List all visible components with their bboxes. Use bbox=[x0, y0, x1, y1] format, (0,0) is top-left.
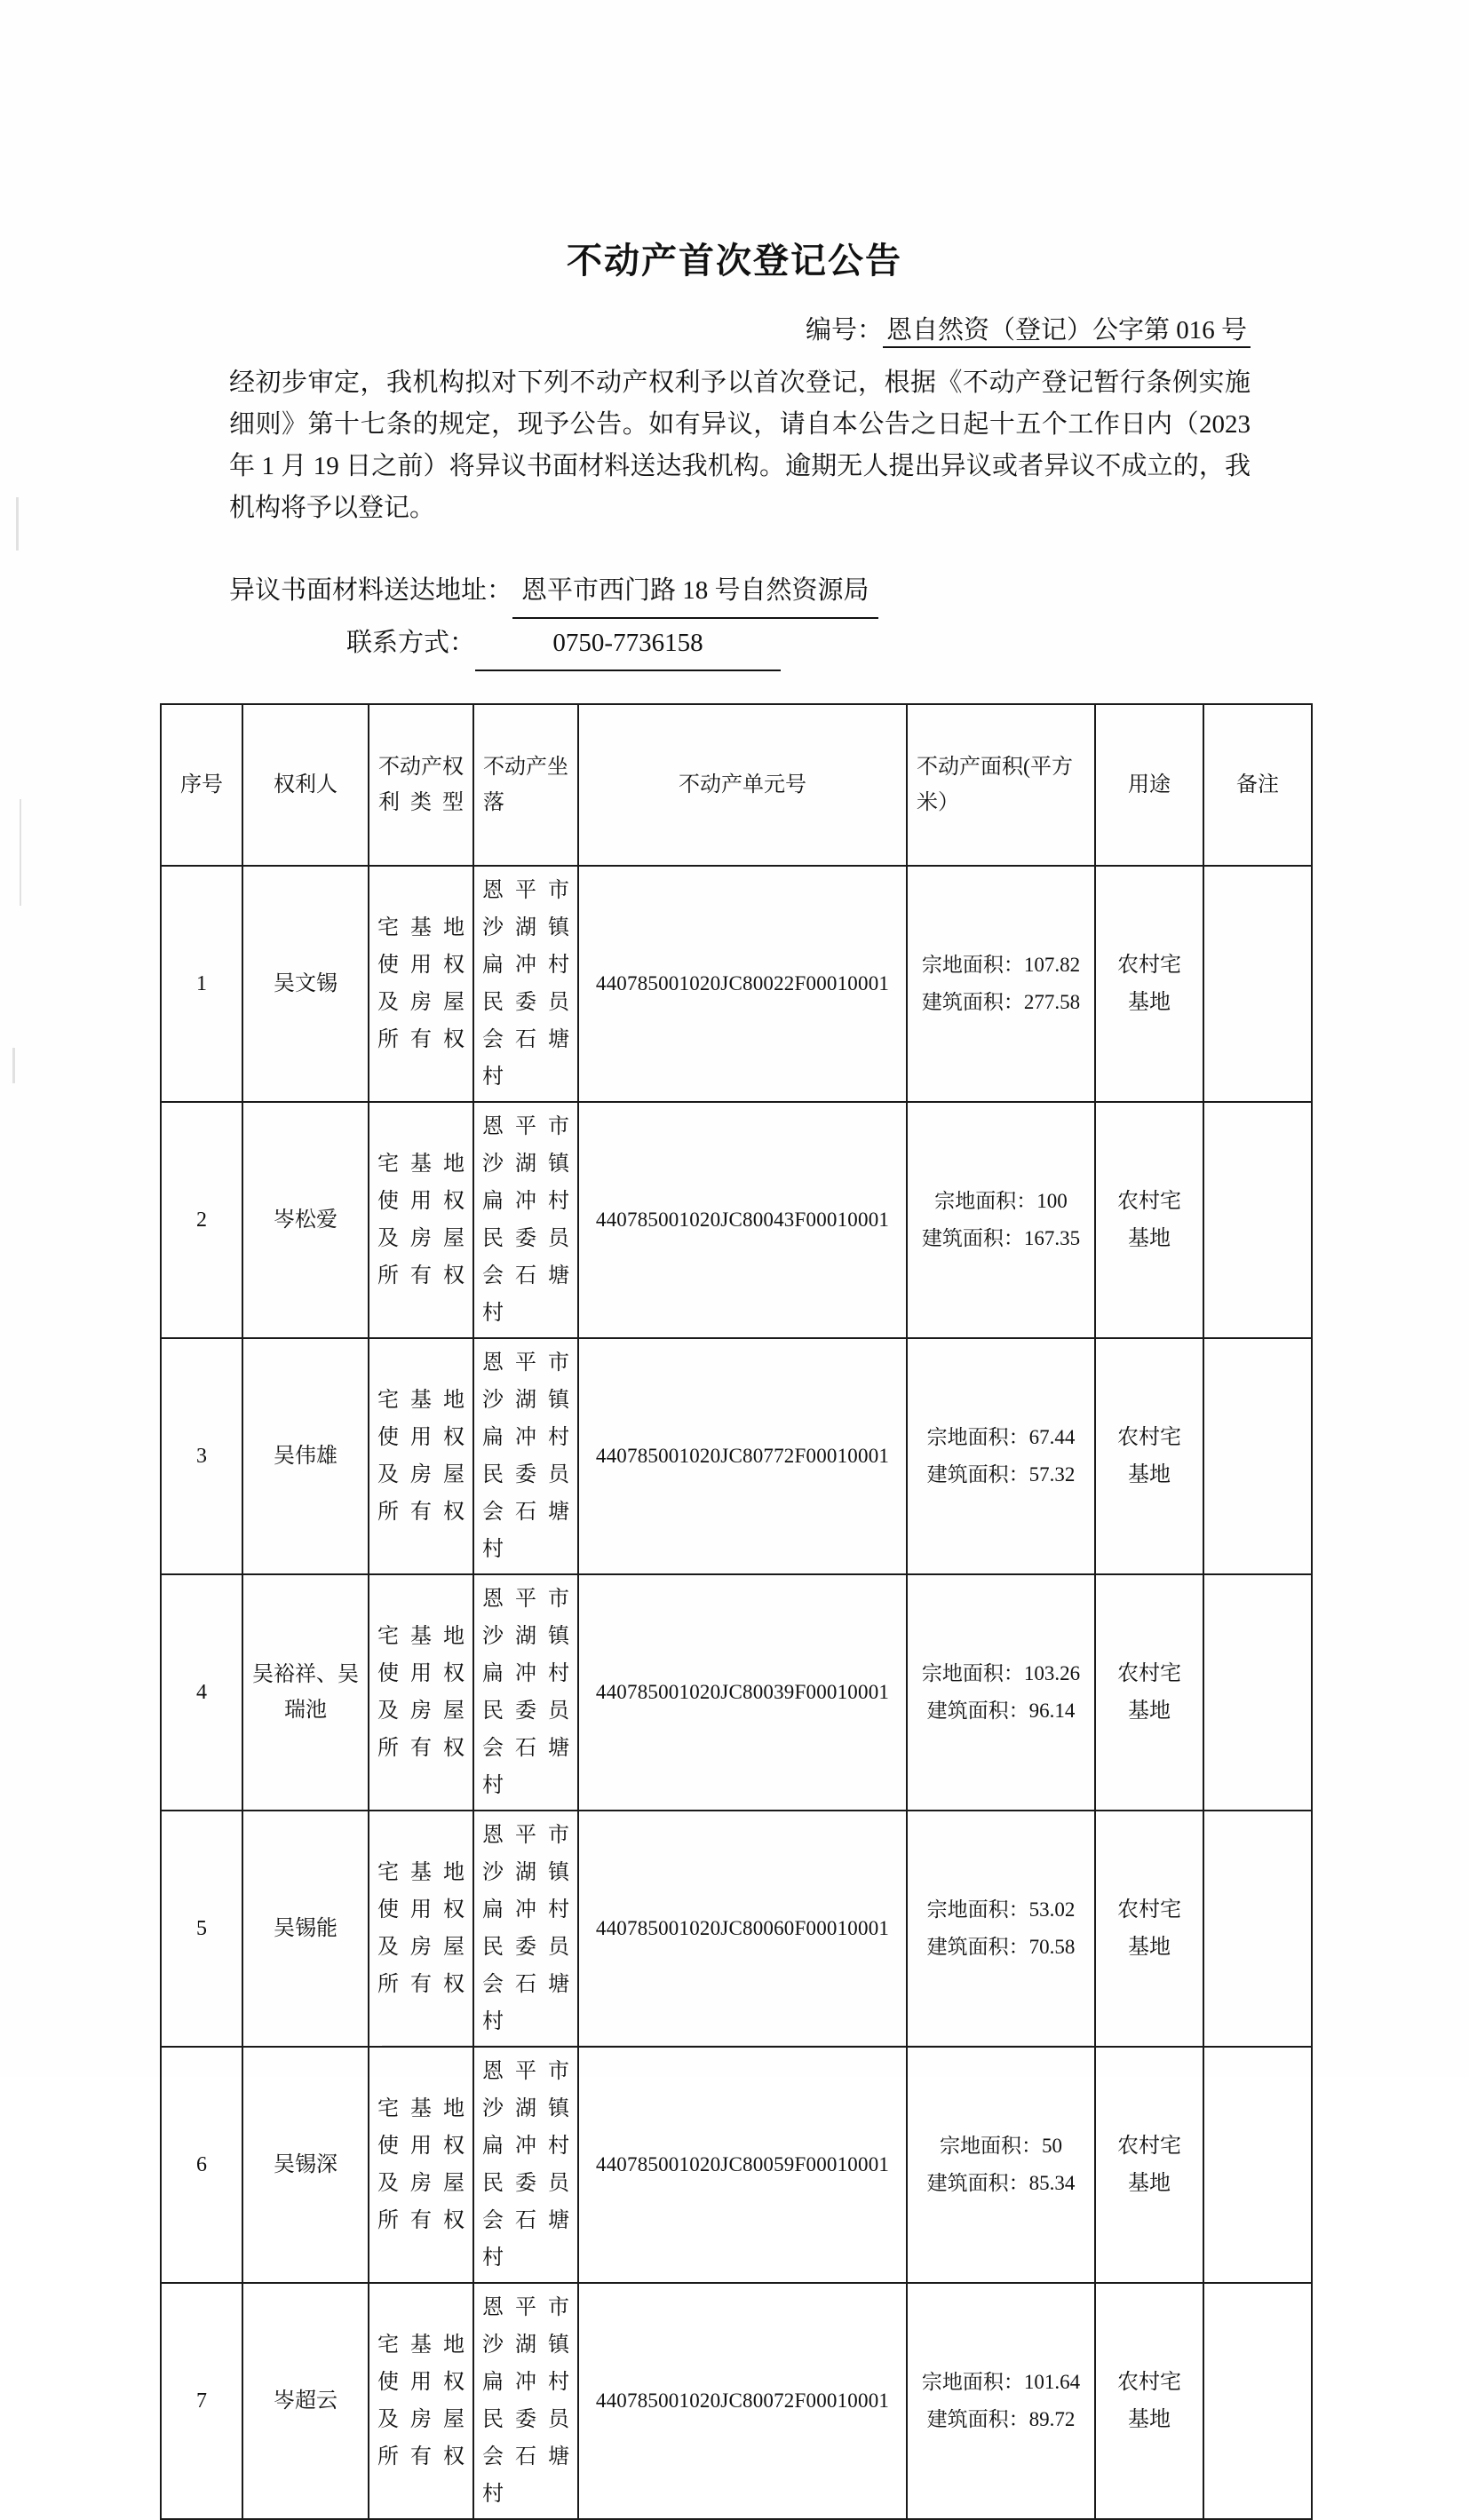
cell-right-type-line: 所有权 bbox=[377, 1737, 465, 1760]
cell-owner: 岑松爱 bbox=[242, 1102, 369, 1338]
cell-location bbox=[473, 2283, 578, 2519]
cell-right-type bbox=[369, 1338, 473, 1574]
cell-serial-number: 4 bbox=[161, 1574, 242, 1811]
cell-location-line: 民委员 bbox=[482, 1227, 569, 1250]
phone-label: 联系方式： bbox=[346, 629, 476, 657]
cell-right-type-line: 使用权 bbox=[377, 954, 465, 977]
column-header-remark: 备注 bbox=[1203, 704, 1312, 866]
cell-remark bbox=[1203, 1811, 1312, 2047]
cell-location-line: 扁冲村 bbox=[482, 954, 569, 977]
cell-right-type-line: 所有权 bbox=[377, 1501, 465, 1524]
cell-location-line: 扁冲村 bbox=[482, 1426, 569, 1449]
cell-use-line: 农村宅 bbox=[1117, 2135, 1181, 2158]
cell-building-area: 建筑面积：167.35 bbox=[921, 1227, 1081, 1249]
cell-use bbox=[1095, 1811, 1203, 2047]
cell-owner: 吴裕祥、吴瑞池 bbox=[242, 1574, 369, 1811]
cell-location-line: 会石塘 bbox=[482, 1264, 569, 1288]
table-row bbox=[161, 2283, 1312, 2519]
cell-use-line: 基地 bbox=[1128, 1463, 1171, 1486]
cell-serial-number: 6 bbox=[161, 2047, 242, 2283]
cell-unit-number: 440785001020JC80072F00010001 bbox=[578, 2283, 907, 2519]
cell-location-line: 恩平市 bbox=[482, 2060, 569, 2083]
registration-table-wrapper bbox=[0, 703, 1469, 2520]
cell-right-type-line: 及房屋 bbox=[377, 1700, 465, 1723]
cell-location bbox=[473, 1338, 578, 1574]
cell-right-type-line: 使用权 bbox=[377, 2371, 465, 2394]
cell-unit-number: 440785001020JC80059F00010001 bbox=[578, 2047, 907, 2283]
cell-location-line: 会石塘 bbox=[482, 2209, 569, 2232]
cell-location-line: 恩平市 bbox=[482, 2296, 569, 2319]
cell-land-area: 宗地面积：101.64 bbox=[921, 2371, 1081, 2393]
cell-area bbox=[907, 2283, 1095, 2519]
cell-right-type-line: 及房屋 bbox=[377, 2172, 465, 2195]
cell-location bbox=[473, 1811, 578, 2047]
cell-location-line: 扁冲村 bbox=[482, 1898, 569, 1922]
cell-remark bbox=[1203, 866, 1312, 1102]
cell-right-type-line: 宅基地 bbox=[377, 2334, 465, 2357]
cell-right-type-line: 使用权 bbox=[377, 1662, 465, 1685]
cell-land-area: 宗地面积：103.26 bbox=[921, 1662, 1081, 1684]
table-header-row bbox=[161, 704, 1312, 866]
cell-use-line: 基地 bbox=[1128, 1227, 1171, 1250]
phone-row bbox=[229, 619, 1469, 671]
cell-right-type-line: 所有权 bbox=[377, 2445, 465, 2468]
address-value: 恩平市西门路 18 号自然资源局 bbox=[512, 567, 878, 619]
cell-use-line: 基地 bbox=[1128, 1700, 1171, 1723]
cell-location-line: 沙湖镇 bbox=[482, 1625, 569, 1648]
column-header-use: 用途 bbox=[1095, 704, 1203, 866]
cell-right-type-line: 所有权 bbox=[377, 1264, 465, 1288]
cell-right-type-line: 所有权 bbox=[377, 1973, 465, 1996]
cell-location-line: 会石塘 bbox=[482, 1028, 569, 1051]
cell-use bbox=[1095, 1102, 1203, 1338]
cell-location bbox=[473, 1574, 578, 1811]
cell-right-type-line: 宅基地 bbox=[377, 2097, 465, 2120]
cell-unit-number: 440785001020JC80022F00010001 bbox=[578, 866, 907, 1102]
table-row bbox=[161, 1102, 1312, 1338]
cell-right-type bbox=[369, 1102, 473, 1338]
cell-land-area: 宗地面积：67.44 bbox=[926, 1426, 1076, 1448]
cell-building-area: 建筑面积：85.34 bbox=[926, 2172, 1076, 2194]
cell-use-line: 农村宅 bbox=[1117, 2371, 1181, 2394]
table-row bbox=[161, 1338, 1312, 1574]
cell-location bbox=[473, 866, 578, 1102]
cell-owner: 岑超云 bbox=[242, 2283, 369, 2519]
cell-right-type-line: 所有权 bbox=[377, 2209, 465, 2232]
cell-right-type bbox=[369, 866, 473, 1102]
cell-remark bbox=[1203, 1102, 1312, 1338]
cell-location-line: 扁冲村 bbox=[482, 2135, 569, 2158]
cell-location-line: 民委员 bbox=[482, 991, 569, 1014]
cell-remark bbox=[1203, 1574, 1312, 1811]
cell-location-line: 恩平市 bbox=[482, 879, 569, 902]
cell-area bbox=[907, 1811, 1095, 2047]
cell-location-line: 村 bbox=[482, 2483, 504, 2506]
phone-value: 0750-7736158 bbox=[475, 619, 781, 671]
cell-right-type-line: 宅基地 bbox=[377, 1153, 465, 1176]
cell-building-area: 建筑面积：96.14 bbox=[926, 1700, 1076, 1722]
cell-location-line: 会石塘 bbox=[482, 1737, 569, 1760]
cell-right-type-line: 使用权 bbox=[377, 2135, 465, 2158]
cell-location-line: 村 bbox=[482, 1774, 504, 1797]
cell-building-area: 建筑面积：89.72 bbox=[926, 2408, 1076, 2430]
cell-serial-number: 7 bbox=[161, 2283, 242, 2519]
cell-use bbox=[1095, 2283, 1203, 2519]
table-row bbox=[161, 2047, 1312, 2283]
address-label: 异议书面材料送达地址： bbox=[229, 576, 513, 605]
column-header-right-type: 不动产权利类型 bbox=[369, 704, 473, 866]
cell-land-area: 宗地面积：53.02 bbox=[926, 1898, 1076, 1921]
cell-use-line: 农村宅 bbox=[1117, 1426, 1181, 1449]
cell-right-type-line: 宅基地 bbox=[377, 1389, 465, 1412]
cell-use-line: 农村宅 bbox=[1117, 1190, 1181, 1213]
column-header-location: 不动产坐落 bbox=[473, 704, 578, 866]
cell-right-type-line: 宅基地 bbox=[377, 1861, 465, 1884]
cell-location-line: 会石塘 bbox=[482, 2445, 569, 2468]
cell-remark bbox=[1203, 2283, 1312, 2519]
cell-area bbox=[907, 2047, 1095, 2283]
cell-right-type-line: 及房屋 bbox=[377, 2408, 465, 2431]
serial-label: 编号： bbox=[805, 316, 883, 345]
cell-use-line: 基地 bbox=[1128, 991, 1171, 1014]
cell-location-line: 沙湖镇 bbox=[482, 1861, 569, 1884]
column-header-unit-no: 不动产单元号 bbox=[578, 704, 907, 866]
cell-location-line: 扁冲村 bbox=[482, 1662, 569, 1685]
cell-use bbox=[1095, 1338, 1203, 1574]
cell-serial-number: 2 bbox=[161, 1102, 242, 1338]
cell-location-line: 沙湖镇 bbox=[482, 916, 569, 939]
cell-right-type bbox=[369, 2047, 473, 2283]
column-header-no: 序号 bbox=[161, 704, 242, 866]
cell-unit-number: 440785001020JC80060F00010001 bbox=[578, 1811, 907, 2047]
announcement-paragraph: 经初步审定，我机构拟对下列不动产权利予以首次登记，根据《不动产登记暂行条例实施细则》第十七条的规定，现予公告。如有异议，请自本公告之日起十五个工作日内（2023 年 1 月 19 日之前）将异议书面材料送达我机构。逾期无人提出异议或者异议不成立的，我机构将予以登记。 bbox=[229, 368, 1251, 522]
cell-owner: 吴伟雄 bbox=[242, 1338, 369, 1574]
serial-number-line bbox=[0, 310, 1469, 346]
cell-land-area: 宗地面积：100 bbox=[934, 1190, 1068, 1212]
cell-right-type-line: 及房屋 bbox=[377, 1936, 465, 1959]
cell-serial-number: 5 bbox=[161, 1811, 242, 2047]
cell-use-line: 农村宅 bbox=[1117, 1662, 1181, 1685]
cell-location-line: 村 bbox=[482, 2010, 504, 2033]
cell-right-type bbox=[369, 2283, 473, 2519]
cell-right-type bbox=[369, 1574, 473, 1811]
cell-location-line: 恩平市 bbox=[482, 1115, 569, 1138]
cell-location-line: 沙湖镇 bbox=[482, 1389, 569, 1412]
cell-use-line: 农村宅 bbox=[1117, 954, 1181, 977]
cell-building-area: 建筑面积：70.58 bbox=[926, 1936, 1076, 1958]
cell-use bbox=[1095, 1574, 1203, 1811]
cell-location-line: 村 bbox=[482, 1538, 504, 1561]
cell-location-line: 恩平市 bbox=[482, 1588, 569, 1611]
cell-land-area: 宗地面积：50 bbox=[940, 2135, 1062, 2157]
cell-right-type-line: 及房屋 bbox=[377, 1463, 465, 1486]
page-title: 不动产首次登记公告 bbox=[567, 241, 902, 281]
cell-building-area: 建筑面积：277.58 bbox=[921, 991, 1081, 1013]
column-header-area: 不动产面积(平方米） bbox=[907, 704, 1095, 866]
serial-value: 恩自然资（登记）公字第 016 号 bbox=[883, 316, 1251, 348]
cell-location bbox=[473, 1102, 578, 1338]
cell-location-line: 扁冲村 bbox=[482, 2371, 569, 2394]
cell-right-type-line: 宅基地 bbox=[377, 916, 465, 939]
cell-location-line: 民委员 bbox=[482, 1936, 569, 1959]
cell-area bbox=[907, 1338, 1095, 1574]
cell-right-type-line: 使用权 bbox=[377, 1426, 465, 1449]
cell-right-type-line: 所有权 bbox=[377, 1028, 465, 1051]
cell-location-line: 会石塘 bbox=[482, 1501, 569, 1524]
cell-location-line: 会石塘 bbox=[482, 1973, 569, 1996]
cell-location-line: 村 bbox=[482, 1302, 504, 1325]
cell-land-area: 宗地面积：107.82 bbox=[921, 954, 1081, 976]
cell-right-type-line: 宅基地 bbox=[377, 1625, 465, 1648]
cell-right-type-line: 及房屋 bbox=[377, 991, 465, 1014]
cell-right-type-line: 使用权 bbox=[377, 1898, 465, 1922]
cell-location-line: 扁冲村 bbox=[482, 1190, 569, 1213]
cell-right-type bbox=[369, 1811, 473, 2047]
cell-use-line: 农村宅 bbox=[1117, 1898, 1181, 1922]
cell-location bbox=[473, 2047, 578, 2283]
cell-location-line: 民委员 bbox=[482, 2172, 569, 2195]
cell-right-type-line: 使用权 bbox=[377, 1190, 465, 1213]
cell-use-line: 基地 bbox=[1128, 1936, 1171, 1959]
cell-owner: 吴锡能 bbox=[242, 1811, 369, 2047]
cell-unit-number: 440785001020JC80039F00010001 bbox=[578, 1574, 907, 1811]
cell-remark bbox=[1203, 2047, 1312, 2283]
table-body bbox=[161, 866, 1312, 2519]
cell-location-line: 沙湖镇 bbox=[482, 2097, 569, 2120]
cell-location-line: 民委员 bbox=[482, 1700, 569, 1723]
cell-building-area: 建筑面积：57.32 bbox=[926, 1463, 1076, 1486]
cell-owner: 吴锡深 bbox=[242, 2047, 369, 2283]
cell-location-line: 村 bbox=[482, 1066, 504, 1089]
table-row bbox=[161, 1811, 1312, 2047]
cell-location-line: 民委员 bbox=[482, 2408, 569, 2431]
cell-location-line: 恩平市 bbox=[482, 1351, 569, 1375]
column-header-owner: 权利人 bbox=[242, 704, 369, 866]
cell-area bbox=[907, 1574, 1095, 1811]
cell-right-type-line: 及房屋 bbox=[377, 1227, 465, 1250]
cell-use bbox=[1095, 866, 1203, 1102]
cell-location-line: 民委员 bbox=[482, 1463, 569, 1486]
cell-serial-number: 1 bbox=[161, 866, 242, 1102]
cell-area bbox=[907, 866, 1095, 1102]
cell-unit-number: 440785001020JC80043F00010001 bbox=[578, 1102, 907, 1338]
cell-remark bbox=[1203, 1338, 1312, 1574]
cell-location-line: 沙湖镇 bbox=[482, 2334, 569, 2357]
cell-use-line: 基地 bbox=[1128, 2172, 1171, 2195]
cell-serial-number: 3 bbox=[161, 1338, 242, 1574]
cell-location-line: 沙湖镇 bbox=[482, 1153, 569, 1176]
table-row bbox=[161, 866, 1312, 1102]
cell-area bbox=[907, 1102, 1095, 1338]
table-row bbox=[161, 1574, 1312, 1811]
cell-use-line: 基地 bbox=[1128, 2408, 1171, 2431]
address-row bbox=[229, 567, 1469, 619]
cell-location-line: 村 bbox=[482, 2247, 504, 2270]
registration-table bbox=[160, 703, 1313, 2520]
cell-owner: 吴文锡 bbox=[242, 866, 369, 1102]
cell-use bbox=[1095, 2047, 1203, 2283]
cell-location-line: 恩平市 bbox=[482, 1824, 569, 1847]
contact-block bbox=[0, 567, 1469, 671]
cell-unit-number: 440785001020JC80772F00010001 bbox=[578, 1338, 907, 1574]
